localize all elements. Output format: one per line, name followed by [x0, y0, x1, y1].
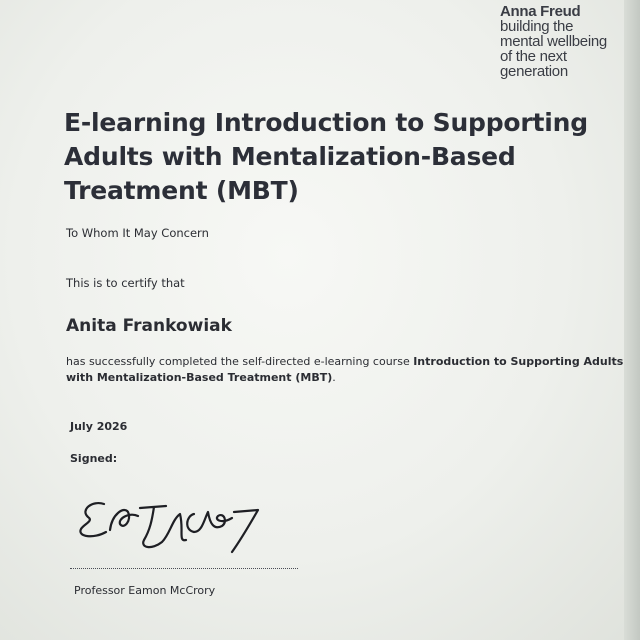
certificate-date: July 2026 [70, 420, 128, 433]
handwritten-signature [74, 490, 264, 560]
certify-text: This is to certify that [66, 276, 185, 290]
signer-name: Professor Eamon McCrory [74, 584, 216, 597]
title-line: Adults with Mentalization-Based [64, 142, 516, 171]
salutation: To Whom It May Concern [66, 226, 209, 240]
recipient-name: Anita Frankowiak [66, 316, 232, 336]
completion-suffix: . [332, 371, 336, 384]
org-logo [500, 4, 607, 79]
org-tagline-line: building the [500, 18, 574, 35]
title-line: Treatment (MBT) [64, 176, 299, 205]
org-tagline-line: generation [500, 63, 568, 80]
course-name: Introduction to Supporting Adults with Mentalization-Based Treatment (MBT) [66, 355, 624, 384]
completion-prefix: has successfully completed the self-directed e-learning course [66, 355, 414, 368]
completion-statement [66, 354, 626, 386]
signed-label: Signed: [70, 452, 118, 465]
certificate-title [64, 106, 624, 208]
org-name: Anna Freud [500, 3, 581, 20]
screen-edge [624, 0, 640, 640]
signature-line [70, 568, 298, 569]
org-tagline-line: of the next [500, 48, 567, 65]
org-tagline-line: mental wellbeing [500, 33, 607, 50]
title-line: E-learning Introduction to Supporting [64, 108, 588, 137]
